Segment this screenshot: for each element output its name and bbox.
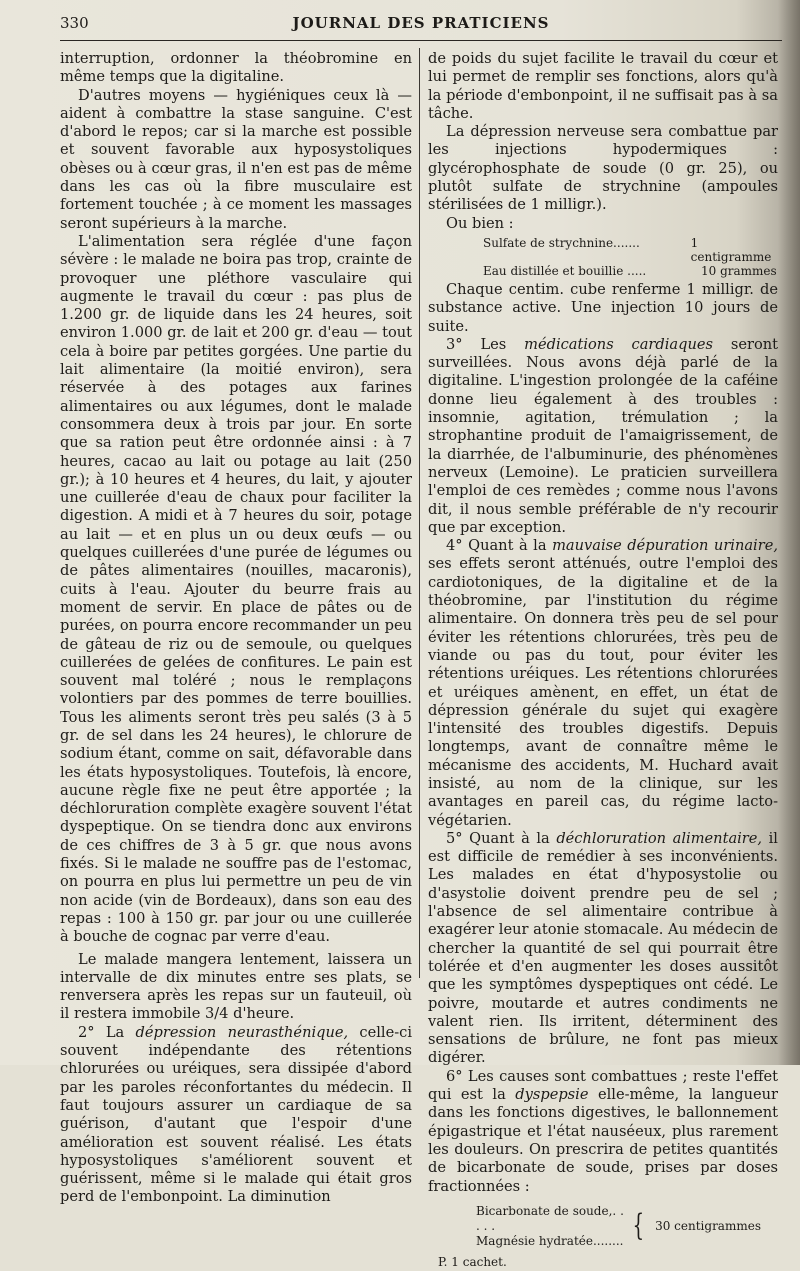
ingredient-name: Eau distillée et bouillie ..... — [483, 263, 647, 278]
text-run: 2° La — [78, 1023, 136, 1041]
text-run: 3° Les — [446, 335, 525, 353]
prescription-formula — [428, 1204, 778, 1249]
ingredient-name: Sulfate de strychnine....... — [483, 235, 640, 250]
journal-title: JOURNAL DES PRATICIENS — [292, 14, 550, 32]
prescription-row — [428, 236, 778, 264]
paragraph: de poids du sujet facilite le travail du cœur et lui permet de remplir ses fonctions, alors qu'à la période d'embonpoint, il ne suffisait pas à sa tâche. — [428, 50, 778, 122]
paragraph: La dépression nerveuse sera combattue par les injections hypodermiques : glycérophosphate de soude (0 gr. 25), ou plutôt sulfate de strychnine (ampoules stérilisées de 1 milligr.). — [428, 123, 778, 214]
prescription-table — [428, 236, 778, 278]
binding-shadow — [778, 0, 800, 1065]
right-column — [428, 50, 779, 1269]
column-divider — [419, 48, 420, 978]
paragraph-item-2 — [60, 1024, 412, 1207]
ingredient-name: Bicarbonate de soude,. . . . . — [476, 1203, 624, 1233]
paragraph: Ou bien : — [446, 214, 514, 232]
paragraph-item-6 — [428, 1068, 778, 1196]
page-header — [60, 12, 782, 36]
italic-term: déchloruration alimentaire, — [556, 829, 763, 847]
text-run: il est difficile de remédier à ses inconvénients. Les malades en état d'hyposystolie ou d'asystolie doivent prendre peu de sel ; l'absence de sel alimentaire contribue à exagérer leur atonie stomacale. Au médecin de chercher la quantité de sel qui pourrait être tolérée et d'en augmenter les doses aussitôt que les symptômes dyspeptiques ont cédé. Le poivre, moutarde et autres condiments ne valent rien. Ils irritent, déterminent des sensations de brûlure, ne font pas mieux digérer. — [428, 829, 778, 1067]
italic-term: médications cardiaques — [524, 335, 713, 353]
paragraph: interruption, ordonner la théobromine en même temps que la digitaline. — [60, 50, 412, 86]
paragraph: Le malade mangera lentement, laissera un intervalle de dix minutes entre ses plats, se renversera après les repas sur un fauteuil, où il restera immobile 3/4 d'heure. — [60, 950, 412, 1023]
text-run: celle-ci souvent indépendante des rétentions chlorurées ou uréiques, sera dissipée d'abord par les paroles réconfortantes du médecin. Il faut toujours assurer un cardiaque de sa guérison, d'autant que l'espoir d'une amélioration est souvent réalisé. Les états hyposystoliques s'améliorent souvent et guérissent, même si le malade qui était gros perd de l'embonpoint. La diminution — [60, 1023, 412, 1206]
brace-symbol: { — [632, 1208, 645, 1244]
prescription-row — [428, 264, 778, 278]
paragraph-item-5 — [428, 830, 778, 1068]
italic-term: mauvaise dépuration urinaire, — [552, 537, 778, 555]
text-run: 6° Les causes sont combattues ; reste l'effet qui est la — [428, 1067, 778, 1104]
paragraph-item-4 — [428, 537, 778, 830]
paragraph: L'alimentation sera réglée d'une façon sévère : le malade ne boira pas trop, crainte de provoquer une pléthore vasculaire qui augmente le travail du cœur : pas plus de 1.200 gr. de liquide dans les 24 heures, soit environ 1.000 gr. de lait et 200 gr. d'eau — tout cela à boire par petites gorgées. Une partie du lait alimentaire (la moitié environ), sera réservée à des potages aux farines alimentaires ou aux légumes, dont le malade consommera deux à trois par jour. En sorte que sa ration peut être ordonnée ainsi : à 7 heures, cacao au lait ou potage au lait (250 gr.); à 10 heures et 4 heures, du lait, y ajouter une cuillerée d'eau de chaux pour faciliter la digestion. A midi et à 7 heures du soir, potage au lait — et en plus un ou deux œufs — ou quelques cuillerées d'une purée de légumes ou de pâtes alimentaires (nouilles, macaronis), cuits à l'eau. Ajouter du beurre frais au moment de servir. En place de pâtes ou de purées, on pourra encore recommander un peu de gâteau de riz ou de semoule, ou quelques cuillerées de gelées de confitures. Le pain est souvent mal toléré ; nous le remplaçons volontiers par des pommes de terre bouillies. Tous les aliments seront très peu salés (3 à 5 gr. de sel dans les 24 heures), le chlorure de sodium étant, comme on sait, défavorable dans les états hyposystoliques. Toutefois, là encore, aucune règle fixe ne peut être apportée ; la déchloruration complète exagère souvent l'état dyspeptique. On se tiendra donc aux environs de ces chiffres de 3 à 5 gr. que nous avons fixés. Si le malade ne souffre pas de l'estomac, on pourra en plus lui permettre un peu de vin non acide (vin de Bordeaux), dans son eau des repas : 100 à 150 gr. par jour ou une cuillerée à bouche de cognac par verre d'eau. — [60, 232, 412, 946]
text-run: elle-même, la langueur dans les fonctions digestives, le ballonnement épigastrique et l'état nauséeux, plus rarement les douleurs. On prescrira de petites quantités de bicarbonate de soude, prises par doses fractionnées : — [428, 1086, 779, 1195]
paragraph-item-3 — [428, 336, 778, 537]
text-run: ses effets seront atténués, outre l'emploi des cardiotoniques, de la digitaline et de la théobromine, par l'institution du régime alimentaire. On donnera très peu de sel pour éviter les rétentions chlorurées, très peu de viande ou pas du tout, pour éviter les rétentions uréiques. Les rétentions chlorurées et uréiques amènent, en effet, un état de dépression générale du sujet qui exagère l'intensité des troubles digestifs. Depuis longtemps, avant de connaître même le mécanisme des accidents, M. Huchard avait insisté, au nom de la clinique, sur les avantages en pareil cas, du régime lacto-végétarien. — [428, 555, 778, 829]
paragraph: Chaque centim. cube renferme 1 milligr. de substance active. Une injection 10 jours de suite. — [428, 280, 778, 335]
ingredient-dose: 10 grammes — [701, 263, 777, 278]
text-run: 4° Quant à la — [446, 537, 553, 555]
formula-ingredients — [428, 1204, 624, 1249]
ingredient-dose: 30 centigrammes — [655, 1218, 761, 1233]
paragraph: D'autres moyens — hygiéniques ceux là — aident à combattre la stase sanguine. C'est d'abord le repos; car si la marche est possible et souvent favorable aux hyposystoliques obèses ou à cœur gras, il n'en est pas de même dans les cas où la fibre musculaire est fortement touchée ; à ce moment les massages seront supérieurs à la marche. — [60, 86, 412, 232]
ingredient-name: Magnésie hydratée........ — [476, 1233, 624, 1248]
italic-term: dyspepsie — [515, 1086, 589, 1104]
italic-term: dépression neurasthénique, — [135, 1023, 349, 1041]
ingredient-dose: 1 centigramme — [690, 235, 772, 264]
left-column — [60, 50, 412, 1206]
text-run: seront surveillées. Nous avons déjà parlé de la digitaline. L'ingestion prolongée de la caféine donne lieu également à des troubles : insomnie, agitation, trémulation ; la strophantine produit de l'amaigrissement, de la diarrhée, de l'albuminurie, des phénomènes nerveux (Lemoine). Le praticien surveillera l'emploi de ces remèdes ; comme nous l'avons dit, il nous semble préférable de n'y recourir que par exception. — [428, 335, 778, 536]
text-run: 5° Quant à la — [446, 829, 557, 847]
header-rule — [60, 40, 782, 41]
page-number: 330 — [60, 14, 89, 32]
dosage-instruction: P. 1 cachet. — [438, 1254, 507, 1269]
